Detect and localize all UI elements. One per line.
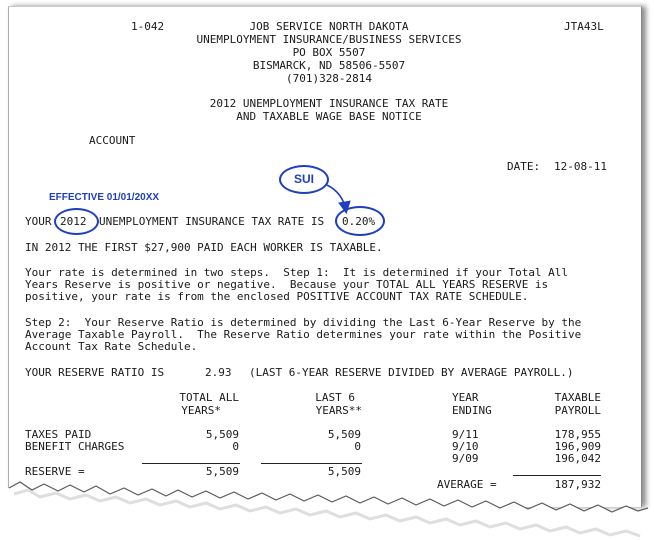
reserve-ratio-label: YOUR RESERVE RATIO IS [25,366,165,379]
header-last6-line1: LAST 6 [315,391,355,404]
row-benefit-charges-last6: 0 [354,440,361,453]
agency-city: BISMARCK, ND 58506-5507 [252,59,406,72]
header-total-all-line1: TOTAL ALL [179,391,239,404]
paragraph2-line1: Step 2: Your Reserve Ratio is determined by dividing the Last 6-Year Reserve by the [25,316,582,329]
row-taxes-paid-label: TAXES PAID [25,428,92,441]
payroll-year-3: 9/09 [452,452,479,465]
row-taxes-paid-last6: 5,509 [327,428,361,441]
agency-division: UNEMPLOYMENT INSURANCE/BUSINESS SERVICES [196,33,462,46]
reserve-ratio-note: (LAST 6-YEAR RESERVE DIVIDED BY AVERAGE PAYROLL.) [249,366,574,379]
row-taxes-paid-total: 5,509 [205,428,239,441]
reserve-ratio-value: 2.93 [205,366,232,379]
date-value: 12-08-11 [554,160,607,173]
rate-line-prefix: YOUR [25,215,52,228]
tax-rate-value: 0.20% [342,215,376,228]
agency-po-box: PO BOX 5507 [292,46,366,59]
agency-phone: (701)328-2814 [285,72,373,85]
payroll-amount-3: 196,042 [554,452,601,465]
payroll-year-1: 9/11 [452,428,479,441]
reserve-last6: 5,509 [327,465,361,478]
notice-title-line2: AND TAXABLE WAGE BASE NOTICE [236,110,422,123]
paragraph1-line1: Your rate is determined in two steps. Step 1: It is determined if your Total All [25,266,569,279]
form-code: JTA43L [564,20,604,33]
notice-title-line1: 2012 UNEMPLOYMENT INSURANCE TAX RATE [209,97,449,110]
header-last6-line2: YEARS** [315,404,362,417]
payroll-amount-2: 196,909 [554,440,601,453]
agency-name: JOB SERVICE NORTH DAKOTA [249,20,409,33]
taxable-wage-base-line: IN 2012 THE FIRST $27,900 PAID EACH WORKER IS TAXABLE. [25,241,383,254]
header-total-all-line2: YEARS* [181,404,221,417]
sui-callout-label: SUI [293,172,314,186]
average-label: AVERAGE = [437,478,497,491]
form-number: 1-042 [131,20,165,33]
header-ending: ENDING [452,404,492,417]
rate-year: 2012 [60,215,87,228]
row-benefit-charges-label: BENEFIT CHARGES [25,440,125,453]
reserve-label: RESERVE = [25,465,85,478]
header-year: YEAR [452,391,479,404]
header-payroll: PAYROLL [554,404,601,417]
row-benefit-charges-total: 0 [232,440,239,453]
paragraph2-line2: Average Taxable Payroll. The Reserve Ratio determines your rate within the Positive [25,328,582,341]
effective-date-annotation: EFFECTIVE 01/01/20XX [49,192,160,203]
header-taxable: TAXABLE [554,391,601,404]
payroll-amount-1: 178,955 [554,428,601,441]
account-label: ACCOUNT [89,134,136,147]
paragraph1-line3: positive, your rate is from the enclosed POSITIVE ACCOUNT TAX RATE SCHEDULE. [25,290,529,303]
reserve-total-all: 5,509 [205,465,239,478]
average-payroll-value: 187,932 [554,478,601,491]
paragraph2-line3: Account Tax Rate Schedule. [25,340,198,353]
payroll-year-2: 9/10 [452,440,479,453]
paragraph1-line2: Years Reserve is positive or negative. Because your TOTAL ALL YEARS RESERVE is [25,278,549,291]
rate-line-middle: UNEMPLOYMENT INSURANCE TAX RATE IS [99,215,325,228]
date-label: DATE: [507,160,541,173]
